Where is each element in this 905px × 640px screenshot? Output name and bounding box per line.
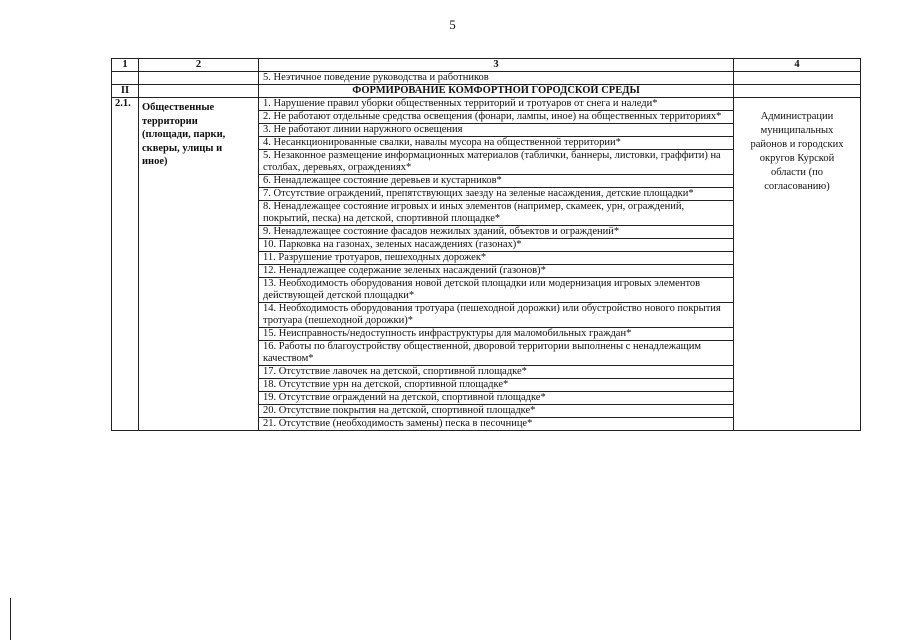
section-number: II — [112, 85, 139, 98]
list-item: 5. Незаконное размещение информационных материалов (таблички, баннеры, листовки, граффити) на столбах, деревьях, ограждениях* — [259, 150, 734, 175]
classification-table — [111, 58, 861, 431]
authority-line: районов и городских — [750, 139, 844, 150]
margin-line — [10, 598, 11, 640]
list-item: 17. Отсутствие лавочек на детской, спортивной площадке* — [259, 366, 734, 379]
list-item: 12. Ненадлежащее содержание зеленых насаждений (газонов)* — [259, 265, 734, 278]
list-item: 7. Отсутствие ограждений, препятствующих заезду на зеленые насаждения, детские площадки* — [259, 188, 734, 201]
list-item: 2. Не работают отдельные средства освещения (фонари, лампы, иное) на общественных территориях* — [259, 111, 734, 124]
list-item: 8. Ненадлежащее состояние игровых и иных элементов (например, скамеек, урн, ограждений, покрытий, песка) на детской, спортивной площадке* — [259, 201, 734, 226]
list-item: 11. Разрушение тротуаров, пешеходных дорожек* — [259, 252, 734, 265]
category-line: скверы, улицы и — [142, 142, 223, 154]
list-item: 18. Отсутствие урн на детской, спортивной площадке* — [259, 379, 734, 392]
list-item: 14. Необходимость оборудования тротуара (пешеходной дорожки) или обустройство нового покрытия тротуара (пешеходной дорожки)* — [259, 303, 734, 328]
list-item: 20. Отсутствие покрытия на детской, спортивной площадке* — [259, 405, 734, 418]
header-col-3: 3 — [259, 59, 734, 72]
list-item: 19. Отсутствие ограждений на детской, спортивной площадке* — [259, 392, 734, 405]
authority-line: области (по — [770, 167, 824, 178]
previous-item: 5. Неэтичное поведение руководства и работников — [259, 72, 734, 85]
authority-line: Администрации — [760, 111, 834, 122]
category-line: (площади, парки, — [142, 129, 226, 141]
header-col-4: 4 — [734, 59, 861, 72]
section-row — [112, 85, 861, 98]
authority-line: округов Курской — [759, 153, 835, 164]
group-category — [139, 98, 259, 431]
group-number: 2.1. — [112, 98, 139, 431]
responsible-authority — [734, 98, 861, 431]
header-col-2: 2 — [139, 59, 259, 72]
section-title: ФОРМИРОВАНИЕ КОМФОРТНОЙ ГОРОДСКОЙ СРЕДЫ — [259, 85, 734, 98]
category-line: иное) — [142, 156, 168, 168]
category-line: территории — [142, 115, 198, 127]
header-col-1: 1 — [112, 59, 139, 72]
list-item: 1. Нарушение правил уборки общественных территорий и тротуаров от снега и наледи* — [259, 98, 734, 111]
header-row — [112, 59, 861, 72]
table-row — [112, 72, 861, 85]
authority-line: согласованию) — [764, 181, 830, 192]
list-item: 13. Необходимость оборудования новой детской площадки или модернизация игровых элементов действующей детской площадки* — [259, 278, 734, 303]
list-item: 21. Отсутствие (необходимость замены) песка в песочнице* — [259, 418, 734, 431]
list-item: 4. Несанкционированные свалки, навалы мусора на общественной территории* — [259, 137, 734, 150]
list-item: 3. Не работают линии наружного освещения — [259, 124, 734, 137]
category-line: Общественные — [142, 102, 215, 113]
list-item: 9. Ненадлежащее состояние фасадов нежилых зданий, объектов и ограждений* — [259, 226, 734, 239]
list-item: 6. Ненадлежащее состояние деревьев и кустарников* — [259, 175, 734, 188]
list-item: 16. Работы по благоустройству общественной, дворовой территории выполнены с ненадлежащим качеством* — [259, 341, 734, 366]
table-row — [112, 98, 861, 111]
list-item: 15. Неисправность/недоступность инфраструктуры для маломобильных граждан* — [259, 328, 734, 341]
authority-line: муниципальных — [760, 125, 834, 136]
page-number: 5 — [449, 17, 456, 32]
list-item: 10. Парковка на газонах, зеленых насаждениях (газонах)* — [259, 239, 734, 252]
